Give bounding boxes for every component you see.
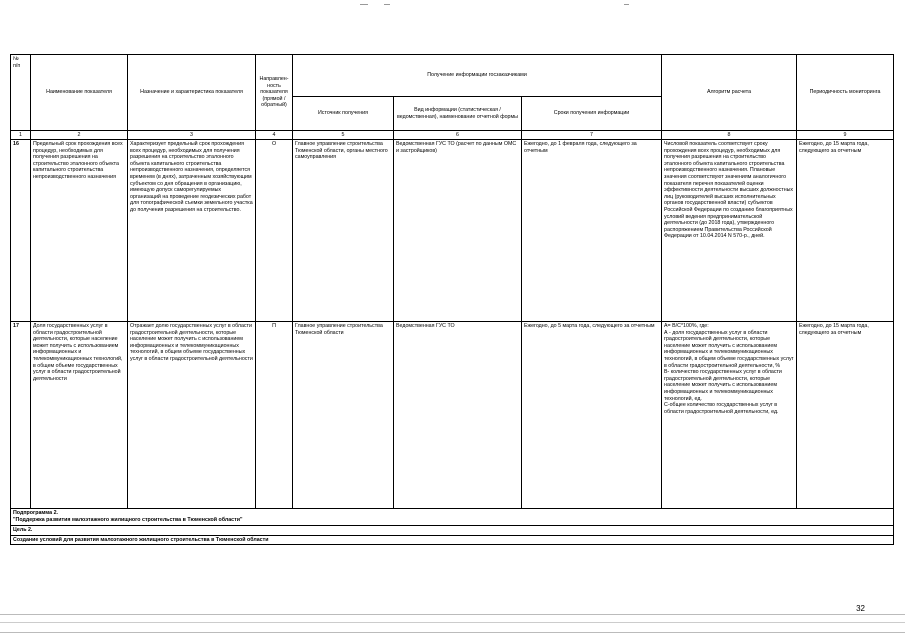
row-info-type: Ведомственная ГУС ТО (расчет по данным ОМС и застройщиков) [394, 140, 522, 322]
row-source: Главное управление строительства Тюменской области [293, 322, 394, 509]
table-row [11, 322, 894, 509]
header-deadline: Сроки получения информации [522, 97, 662, 131]
row-periodicity: Ежегодно, до 15 марта года, следующего за отчетным [797, 140, 894, 322]
row-algorithm: А= В/С*100%, где: А - доля государственных услуг в области градостроительной деятельности, которые население может получить с использованием информационных и телекоммуникационных технологий, в общем объеме государственных услуг в области градостроительной деятельности, % В- количество государственных услуг в области градостроительной деятельности, которые население может получить с использованием информационных и телекоммуникационных технологий, ед. С-общее количество государственных услуг в области градостроительной деятельности, ед. [662, 322, 797, 509]
subprogram-cell [11, 509, 894, 526]
col-number: 7 [522, 131, 662, 140]
header-periodicity: Периодичность мониторинга [797, 55, 894, 131]
header-info-group: Получение информации госзаказчиками [293, 55, 662, 97]
row-periodicity: Ежегодно, до 15 марта года, следующего за отчетным [797, 322, 894, 509]
header-source: Источник получения [293, 97, 394, 131]
row-num: 17 [11, 322, 31, 509]
footer-scan-line [0, 614, 905, 615]
row-info-type: Ведомственная ГУС ТО [394, 322, 522, 509]
row-name: Предельный срок прохождения всех процедур, необходимых для получения разрешения на строительство эталонного объекта капитального строительства непроизводственного назначения [31, 140, 128, 322]
row-deadline: Ежегодно, до 5 марта года, следующего за отчетным [522, 322, 662, 509]
goal-label-row [11, 526, 894, 536]
footer-scan-line [0, 632, 905, 633]
header-desc: Назначение и характеристика показателя [128, 55, 256, 131]
scan-mark [384, 4, 390, 5]
subprogram-name: "Поддержка развития малоэтажного жилищного строительства в Тюменской области" [13, 516, 243, 523]
col-number: 8 [662, 131, 797, 140]
row-direction: П [256, 322, 293, 509]
col-number: 9 [797, 131, 894, 140]
row-name: Доля государственных услуг в области градостроительной деятельности, которые население может получить с использованием информационных и телекоммуникационных технологий, в общем объеме государственных услуг в области градостроительной деятельности [31, 322, 128, 509]
col-number: 2 [31, 131, 128, 140]
col-number: 6 [394, 131, 522, 140]
goal-row [11, 535, 894, 545]
header-info-type: Вид информации (статистическая / ведомственная), наименование отчетной формы [394, 97, 522, 131]
row-direction: О [256, 140, 293, 322]
goal-text: Создание условий для развития малоэтажного жилищного строительства в Тюменской области [11, 535, 894, 545]
col-number: 1 [11, 131, 31, 140]
table-row [11, 140, 894, 322]
row-source: Главное управление строительства Тюменской области, органы местного самоуправления [293, 140, 394, 322]
row-num: 16 [11, 140, 31, 322]
row-desc: Характеризует предельный срок прохождения всех процедур, необходимых для получения разрешения на строительство эталонного объекта капитального строительства непроизводственного назначения, определяется временем (в днях), затраченным хозяйствующим субъектом со дня обращения в организацию, имеющую допуск саморегулируемых организаций на проведение геодезических работ для топографической съемки земельного участка до получения разрешения на строительство. [128, 140, 256, 322]
scan-mark [624, 4, 629, 5]
col-number: 3 [128, 131, 256, 140]
header-direction: Направлен-ность показателя (прямой / обратный) [256, 55, 293, 131]
col-number: 5 [293, 131, 394, 140]
row-algorithm: Числовой показатель соответствует сроку прохождения всех процедур, необходимых для получения разрешения на строительство эталонного объекта капитального строительства непроизводственного назначения. Плановые значения соответствуют значениям аналогичного показателя перечня показателей оценки эффективности деятельности высших должностных лиц (руководителей высших исполнительных органов государственной власти) субъектов Российской Федерации по созданию благоприятных условий ведения предпринимательской деятельности (до 2018 года), утвержденного распоряжением Правительства Российской Федерации от 10.04.2014 N 570-р., дней. [662, 140, 797, 322]
scan-mark [360, 4, 368, 5]
header-num: № п/п [11, 55, 31, 131]
row-desc: Отражает долю государственных услуг в области градостроительной деятельности, которые население может получить с использованием информационных и телекоммуникационных технологий, в общем объеме государственных услуг в области градостроительной деятельности [128, 322, 256, 509]
subprogram-row [11, 509, 894, 526]
col-number: 4 [256, 131, 293, 140]
page-number: 32 [856, 604, 865, 613]
footer-scan-line [0, 622, 905, 623]
row-deadline: Ежегодно, до 1 февраля года, следующего за отчетным [522, 140, 662, 322]
header-algorithm: Алгоритм расчета [662, 55, 797, 131]
indicator-table [10, 54, 894, 545]
subprogram-title: Подпрограмма 2. [13, 510, 58, 516]
header-name: Наименование показателя [31, 55, 128, 131]
goal-label: Цель 2. [11, 526, 894, 536]
